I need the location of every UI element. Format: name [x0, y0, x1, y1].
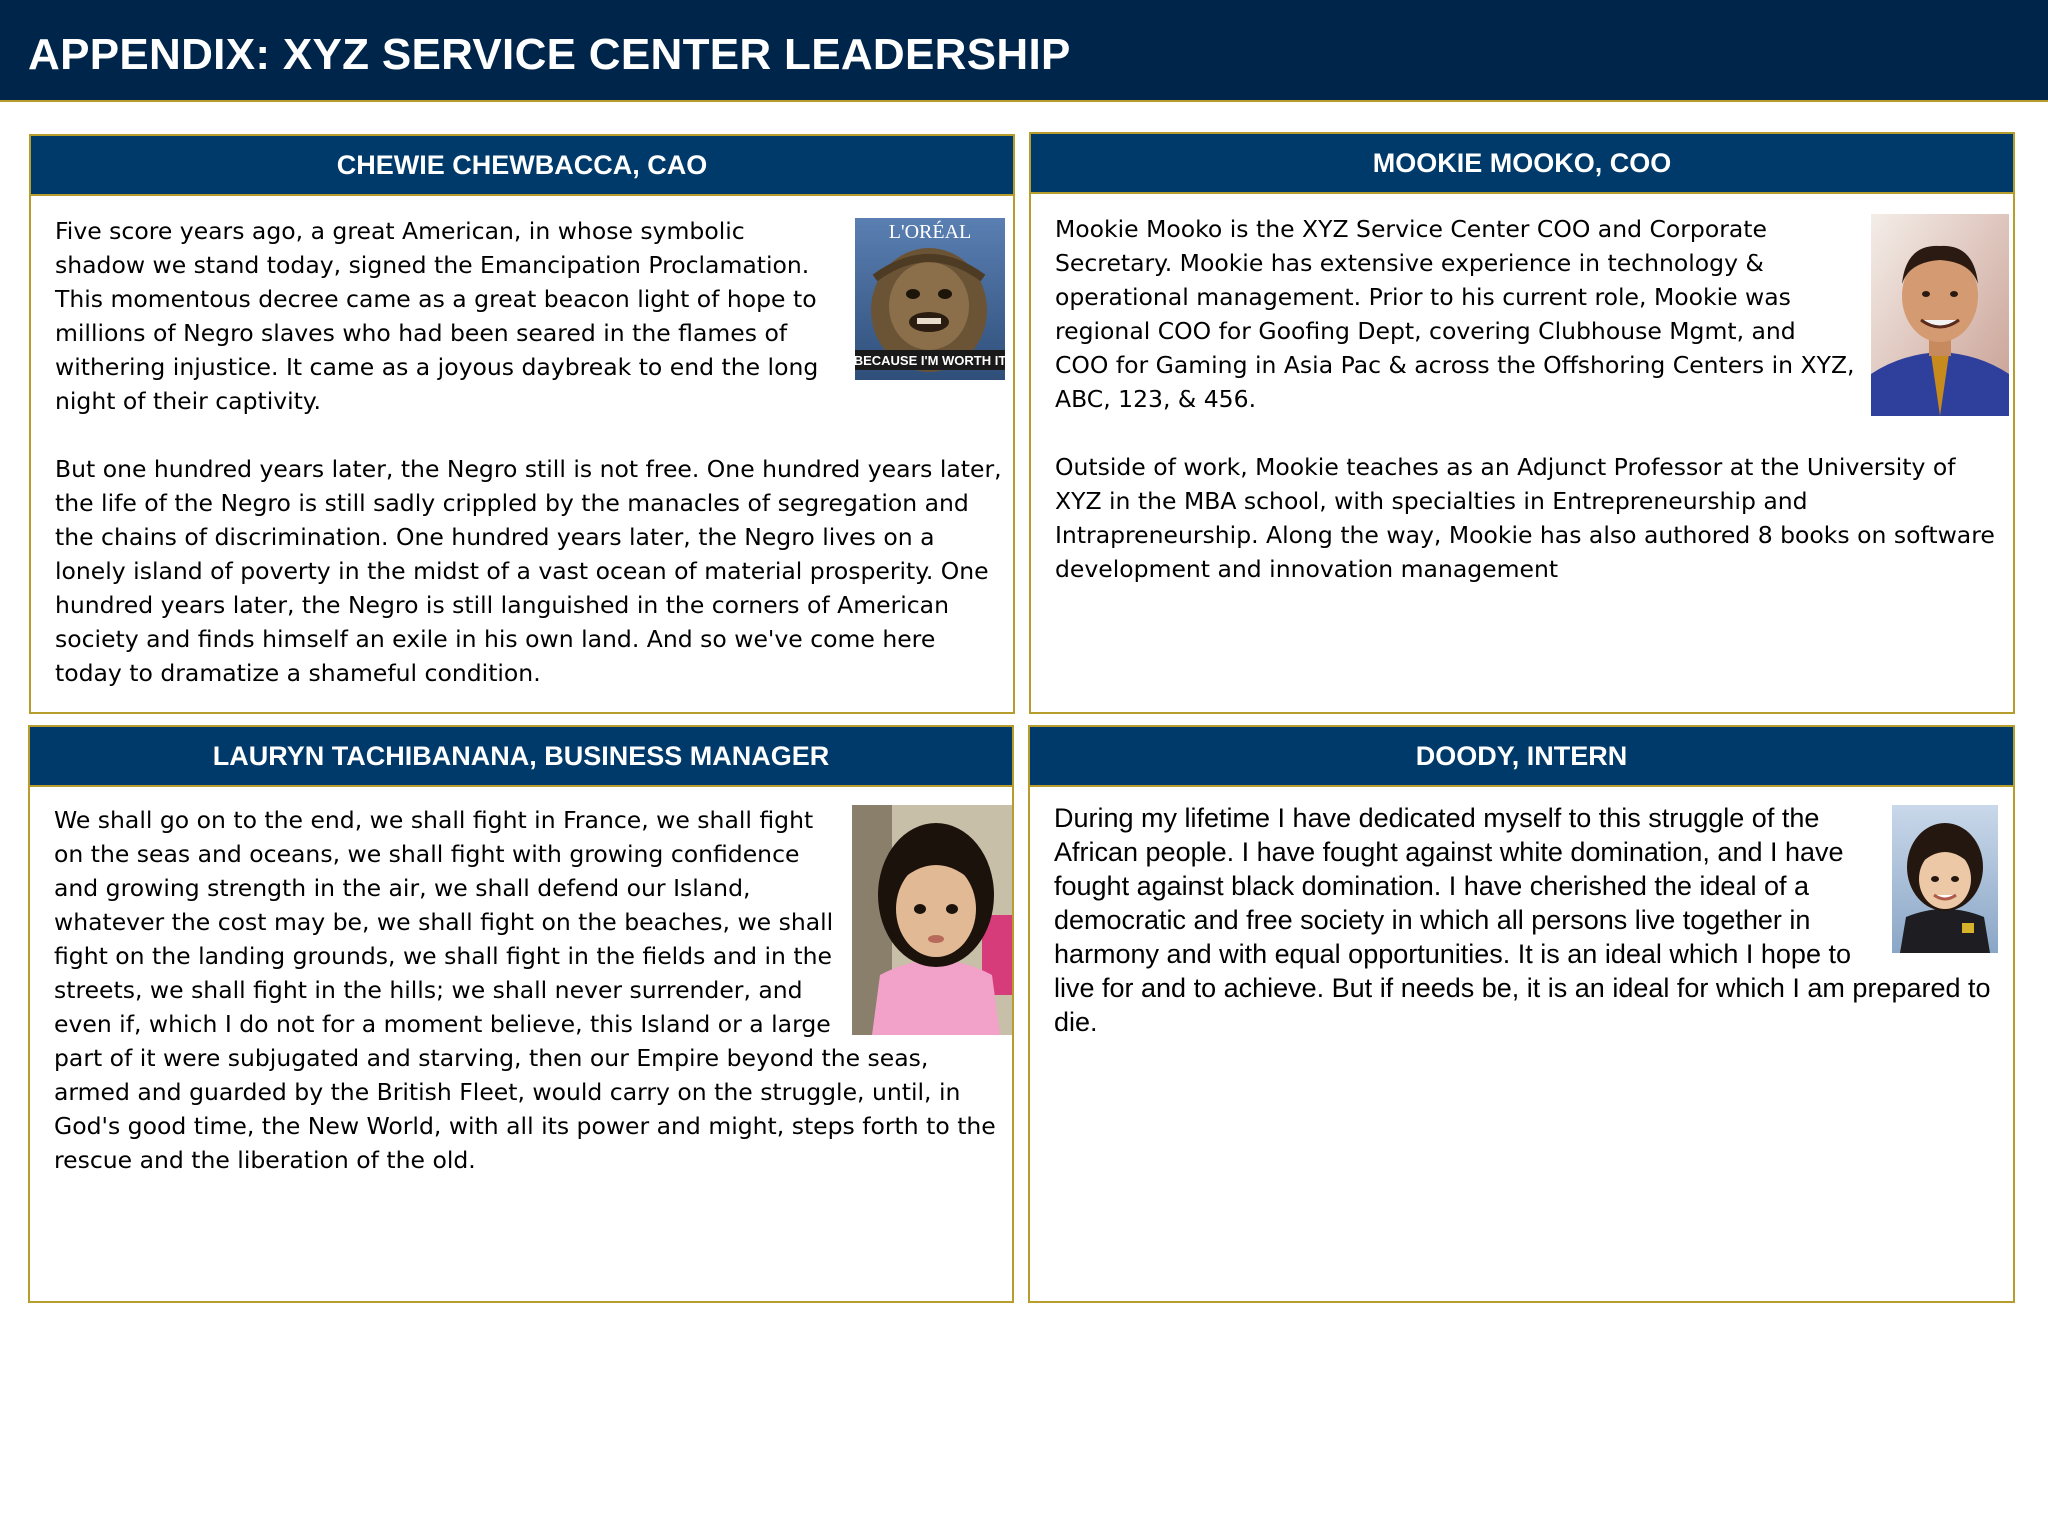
card-lauryn	[28, 725, 1014, 1303]
page-title: APPENDIX: XYZ SERVICE CENTER LEADERSHIP	[28, 30, 1071, 79]
card-title: CHEWIE CHEWBACCA, CAO	[336, 149, 708, 180]
child-school-portrait-photo	[1892, 805, 1998, 953]
card-title: MOOKIE MOOKO, COO	[1372, 147, 1672, 178]
card-body	[1054, 801, 2004, 1073]
card-body	[55, 214, 1005, 714]
card-header	[31, 136, 1013, 196]
bio-paragraph: During my lifetime I have dedicated myself to this struggle of the African people. I have fought against white domination, and I have fought against black domination. I have cherished the ideal of a democratic and free society in which all persons live together in harmony and with equal opportunities. It is an ideal which I hope to live for and to achieve. But if needs be, it is an ideal for which I am prepared to die.	[1054, 803, 1991, 1037]
girl-portrait-photo	[852, 805, 1014, 1035]
title-bar	[0, 0, 2048, 102]
card-doody	[1028, 725, 2015, 1303]
card-body	[1055, 212, 2005, 620]
caption-text: BECAUSE I'M WORTH IT	[855, 353, 1005, 368]
bio-paragraph: We shall go on to the end, we shall fight in France, we shall fight on the seas and oceans, we shall fight with growing confidence and growing strength in the air, we shall defend our Island, whatever the cost may be, we shall fight on the beaches, we shall fight on the landing grounds, we shall fight in the fields and in the streets, we shall fight in the hills; we shall never surrender, and even if, which I do not for a moment believe, this Island or a large part of it were subjugated and starving, then our Empire beyond the seas, armed and guarded by the British Fleet, would carry on the struggle, until, in God's good time, the New World, with all its power and might, steps forth to the rescue and the liberation of the old.	[54, 806, 996, 1174]
brand-text: L'ORÉAL	[888, 221, 972, 243]
bio-paragraph: Five score years ago, a great American, in whose symbolic shadow we stand today, signed the Emancipation Proclamation. This momentous decree came as a great beacon light of hope to millions of Negro slaves who had been seared in the flames of withering injustice. It came as a joyous daybreak to end the long night of their captivity.	[55, 217, 819, 415]
card-title: DOODY, INTERN	[1415, 740, 1628, 771]
bio-paragraph: Mookie Mooko is the XYZ Service Center COO and Corporate Secretary. Mookie has extensive experience in technology & operational management. Prior to his current role, Mookie was regional COO for Goofing Dept, covering Clubhouse Mgmt, and COO for Gaming in Asia Pac & across the Offshoring Centers in XYZ, ABC, 123, & 456.	[1055, 215, 1855, 413]
card-body	[54, 803, 1004, 1211]
card-header	[1030, 727, 2013, 787]
man-portrait-photo	[1871, 214, 2009, 416]
card-chewie	[29, 134, 1015, 714]
card-mookie	[1029, 132, 2015, 714]
bio-paragraph: Outside of work, Mookie teaches as an Adjunct Professor at the University of XYZ in the MBA school, with specialties in Entrepreneurship and Intrapreneurship. Along the way, Mookie has also authored 8 books on software development and innovation management	[1055, 453, 1995, 583]
card-title: LAURYN TACHIBANANA, BUSINESS MANAGER	[212, 740, 830, 771]
card-header	[1031, 134, 2013, 194]
chewbacca-meme-photo	[855, 218, 1005, 380]
bio-paragraph: But one hundred years later, the Negro still is not free. One hundred years later, the life of the Negro is still sadly crippled by the manacles of segregation and the chains of discrimination. One hundred years later, the Negro lives on a lonely island of poverty in the midst of a vast ocean of material prosperity. One hundred years later, the Negro is still languished in the corners of American society and finds himself an exile in his own land. And so we've come here today to dramatize a shameful condition.	[55, 455, 1002, 687]
card-header	[30, 727, 1012, 787]
